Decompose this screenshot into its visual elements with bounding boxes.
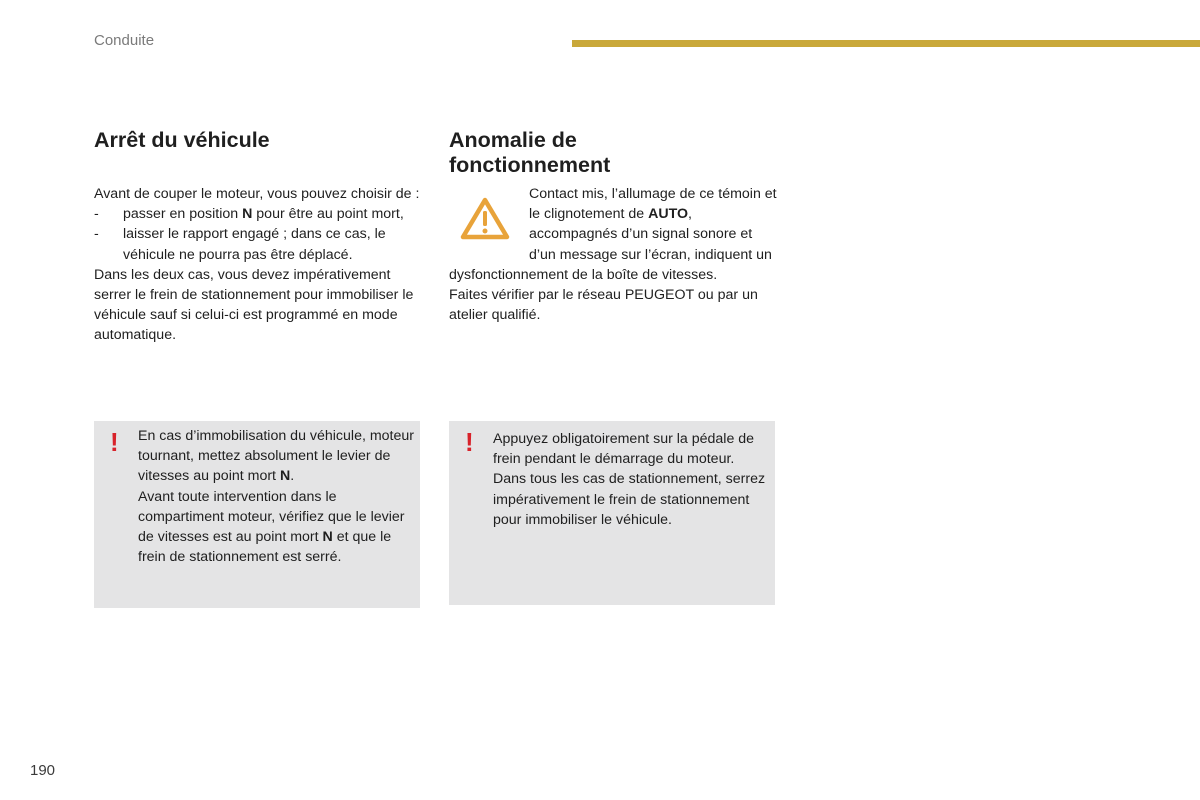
anomaly-text-2: Faites vérifier par le réseau PEUGEOT ou par un atelier qualifié.	[449, 287, 758, 324]
header-accent-bar	[572, 40, 1200, 47]
note-text-bold: N	[322, 529, 333, 546]
bullet-dash: -	[94, 206, 99, 223]
anomaly-text-bold: AUTO	[648, 206, 689, 223]
section-label: Conduite	[94, 32, 155, 49]
warning-note-left	[94, 421, 420, 608]
title-line: fonctionnement	[449, 153, 611, 177]
right-body	[449, 184, 777, 325]
anomaly-text-part: , accompagnés d’un signal sonore et d’un message sur l’écran, indiquent un dysfonctionnement de la boîte de vitesses.	[449, 206, 772, 283]
bullet-text: laisser le rapport engagé ; dans ce cas, le véhicule ne pourra pas être déplacé.	[123, 226, 386, 263]
left-body	[94, 184, 422, 346]
bullet-dash: -	[94, 226, 99, 243]
title-line: Anomalie de	[449, 128, 577, 152]
list-item	[94, 204, 422, 224]
note-text-part: .	[290, 468, 295, 485]
section-title-anomalie	[449, 128, 779, 178]
note-text	[493, 429, 769, 530]
section-title-arret: Arrêt du véhicule	[94, 128, 270, 152]
note-text-part: Dans tous les cas de stationnement, serrez impérativement le frein de stationnement pour immobiliser le véhicule.	[493, 471, 766, 528]
list-item	[94, 224, 422, 264]
closing-text: Dans les deux cas, vous devez impérativement serrer le frein de stationnement pour immobiliser le véhicule sauf si celui-ci est programmé en mode automatique.	[94, 266, 414, 344]
anomaly-text-part: Contact mis, l’allumage de ce témoin et le clignotement de	[529, 186, 777, 223]
note-text	[138, 426, 414, 567]
left-title-block	[94, 128, 424, 153]
right-title-block	[449, 128, 779, 178]
bullet-text-bold: N	[242, 206, 253, 223]
note-text-bold: N	[279, 468, 291, 485]
note-text-part: Appuyez obligatoirement sur la pédale de frein pendant le démarrage du moteur.	[493, 431, 755, 468]
bullet-text-part: passer en position	[123, 206, 243, 223]
bullet-text	[123, 204, 422, 224]
note-text-part: Avant toute intervention dans le compartiment moteur, vérifiez que le levier de vitesses est au point mort	[138, 488, 405, 546]
bullet-text-part: pour être au point mort,	[252, 206, 404, 223]
page-number: 190	[30, 762, 56, 779]
note-text-part: et que le frein de stationnement est serré.	[138, 529, 392, 566]
exclamation-icon: !	[110, 427, 119, 457]
intro-text: Avant de couper le moteur, vous pouvez choisir de :	[94, 186, 420, 202]
note-text-part: En cas d’immobilisation du véhicule, moteur tournant, mettez absolument le levier de vitesses au point mort	[138, 428, 414, 485]
warning-triangle-icon	[449, 194, 521, 246]
exclamation-icon: !	[465, 427, 474, 457]
warning-note-right	[449, 421, 775, 605]
